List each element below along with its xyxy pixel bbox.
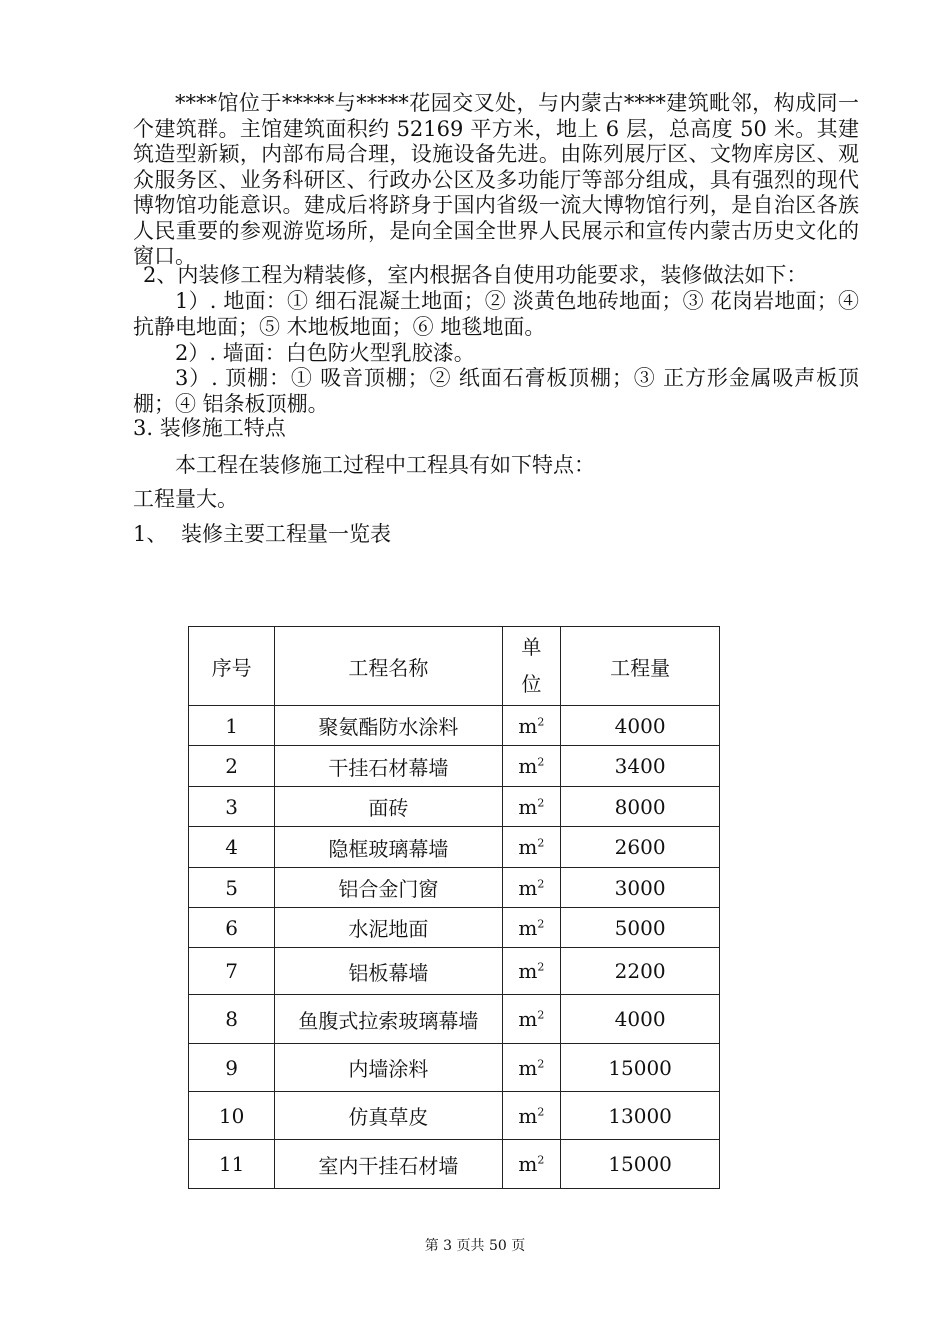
unit-base: m — [518, 875, 538, 900]
cell-no: 4 — [189, 827, 275, 868]
unit-superscript: 2 — [537, 795, 545, 809]
cell-unit — [502, 746, 561, 787]
cell-unit — [502, 787, 561, 827]
table-row — [189, 1140, 720, 1189]
table-row — [189, 1092, 720, 1140]
unit-superscript: 2 — [537, 714, 545, 728]
cell-name: 鱼腹式拉索玻璃幕墙 — [275, 995, 502, 1044]
table-row — [189, 908, 720, 948]
cell-qty: 2200 — [561, 948, 720, 995]
unit-base: m — [518, 1152, 538, 1176]
cell-no: 7 — [189, 948, 275, 995]
header-no: 序号 — [189, 627, 275, 706]
cell-qty: 2600 — [561, 827, 720, 868]
cell-qty: 15000 — [561, 1140, 720, 1189]
cell-no: 5 — [189, 868, 275, 908]
cell-qty: 8000 — [561, 787, 720, 827]
cell-name: 干挂石材幕墙 — [275, 746, 502, 787]
header-unit — [502, 627, 561, 706]
cell-unit — [502, 827, 561, 868]
unit-superscript: 2 — [537, 755, 545, 769]
table-row — [189, 827, 720, 868]
unit-superscript: 2 — [537, 876, 545, 890]
unit-base: m — [518, 1055, 538, 1080]
cell-qty: 5000 — [561, 908, 720, 948]
table-row — [189, 948, 720, 995]
cell-unit — [502, 1044, 561, 1092]
quantity-table — [188, 626, 720, 1189]
cell-qty: 4000 — [561, 706, 720, 746]
cell-no: 2 — [189, 746, 275, 787]
unit-superscript: 2 — [537, 1008, 545, 1022]
cell-name: 隐框玻璃幕墙 — [275, 827, 502, 868]
cell-unit — [502, 1140, 561, 1189]
table-caption-number: 1、 — [133, 522, 168, 546]
unit-base: m — [518, 835, 538, 859]
unit-superscript: 2 — [537, 836, 545, 850]
table-row — [189, 746, 720, 787]
header-name: 工程名称 — [275, 627, 502, 706]
cell-no: 8 — [189, 995, 275, 1044]
cell-name: 内墙涂料 — [275, 1044, 502, 1092]
table-caption-title: 装修主要工程量一览表 — [181, 522, 391, 546]
features-intro: 本工程在装修施工过程中工程具有如下特点： — [175, 453, 595, 477]
unit-superscript: 2 — [537, 1153, 545, 1167]
cell-no: 6 — [189, 908, 275, 948]
page-footer: 第 3 页共 50 页 — [424, 1238, 526, 1254]
cell-name: 仿真草皮 — [275, 1092, 502, 1140]
cell-qty: 15000 — [561, 1044, 720, 1092]
table-caption — [133, 522, 859, 548]
unit-superscript: 2 — [537, 960, 545, 974]
unit-base: m — [518, 959, 538, 983]
table-body — [189, 706, 720, 1189]
cell-no: 3 — [189, 787, 275, 827]
cell-name: 聚氨酯防水涂料 — [275, 706, 502, 746]
cell-name: 水泥地面 — [275, 908, 502, 948]
cell-name: 面砖 — [275, 787, 502, 827]
header-unit-line2: 位 — [521, 672, 542, 696]
cell-unit — [502, 706, 561, 746]
cell-unit — [502, 1092, 561, 1140]
cell-qty: 3000 — [561, 868, 720, 908]
unit-base: m — [518, 1103, 538, 1128]
unit-base: m — [518, 1007, 538, 1031]
cell-qty: 4000 — [561, 995, 720, 1044]
large-volume-text: 工程量大。 — [133, 487, 238, 511]
cell-name: 铝板幕墙 — [275, 948, 502, 995]
section-3-heading: 3. 装修施工特点 — [133, 416, 286, 440]
unit-superscript: 2 — [537, 1104, 545, 1118]
unit-base: m — [518, 794, 538, 819]
cell-no: 1 — [189, 706, 275, 746]
unit-base: m — [518, 754, 538, 778]
unit-superscript: 2 — [537, 1056, 545, 1070]
cell-no: 11 — [189, 1140, 275, 1189]
cell-unit — [502, 868, 561, 908]
header-unit-line1: 单 — [521, 635, 542, 659]
unit-base: m — [518, 915, 538, 940]
table-row — [189, 1044, 720, 1092]
item-2-paragraph: 2、内装修工程为精装修，室内根据各自使用功能要求，装修做法如下： — [143, 263, 808, 287]
cell-no: 9 — [189, 1044, 275, 1092]
cell-unit — [502, 948, 561, 995]
floor-paragraph: 1）. 地面：① 细石混凝土地面；② 淡黄色地砖地面；③ 花岗岩地面；④ 抗静电地面；⑤ 木地板地面；⑥ 地毯地面。 — [133, 289, 859, 339]
header-qty: 工程量 — [561, 627, 720, 706]
table-row — [189, 995, 720, 1044]
unit-superscript: 2 — [537, 916, 545, 930]
unit-base: m — [518, 713, 538, 738]
cell-no: 10 — [189, 1092, 275, 1140]
cell-name: 铝合金门窗 — [275, 868, 502, 908]
table-row — [189, 706, 720, 746]
cell-unit — [502, 908, 561, 948]
cell-unit — [502, 995, 561, 1044]
table-header-row — [189, 627, 720, 706]
wall-paragraph: 2）. 墙面：白色防火型乳胶漆。 — [175, 341, 475, 365]
cell-qty: 13000 — [561, 1092, 720, 1140]
table-row — [189, 787, 720, 827]
cell-qty: 3400 — [561, 746, 720, 787]
table-row — [189, 868, 720, 908]
intro-paragraph: ****馆位于*****与*****花园交叉处，与内蒙古****建筑毗邻，构成同一个建筑群。主馆建筑面积约 52169 平方米，地上 6 层，总高度 50 米。其建筑造型新颖，内部布局合理，设施设备先进。由陈列展厅区、文物库房区、观众服务区、业务科研区、行政办公区及多功能厅等部分组成，具有强烈的现代博物馆功能意识。建成后将跻身于国内省级一流大博物馆行列，是自治区各族人民重要的参观游览场所，是向全国全世界人民展示和宣传内蒙古历史文化的窗口。 — [133, 91, 859, 268]
ceiling-paragraph: 3）. 顶棚：① 吸音顶棚；② 纸面石膏板顶棚；③ 正方形金属吸声板顶棚；④ 铝条板顶棚。 — [133, 366, 859, 416]
cell-name: 室内干挂石材墙 — [275, 1140, 502, 1189]
